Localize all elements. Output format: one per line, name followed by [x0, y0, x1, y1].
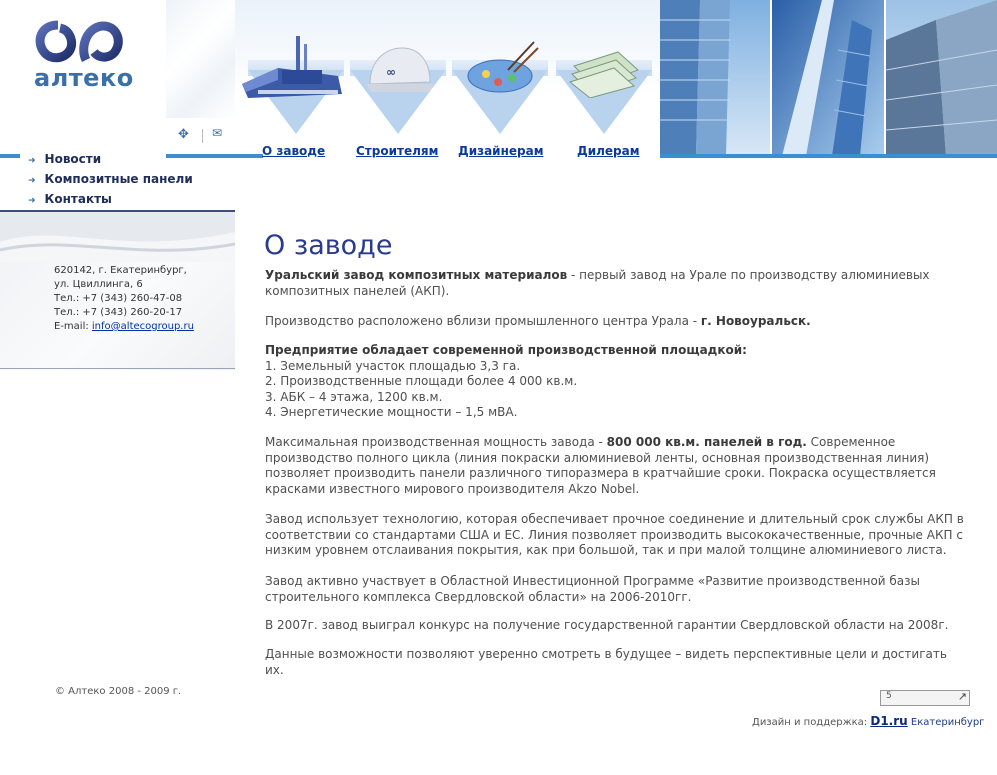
header-tools: [178, 127, 238, 147]
sidebar-item-label: Контакты: [44, 192, 112, 206]
paragraph: В 2007г. завод выиграл конкурс на получение государственной гарантии Свердловской области на 2008г.: [265, 618, 949, 632]
arrow-up-right-icon: ↗: [957, 690, 967, 703]
accent-bar: [235, 154, 263, 158]
building-photo: [660, 0, 770, 156]
list-heading: Предприятие обладает современной производственной площадкой:: [265, 343, 747, 357]
design-credit: [752, 714, 984, 728]
credit-text: Дизайн и поддержка:: [752, 717, 871, 728]
tool-separator: [202, 129, 203, 143]
wave-decor: [0, 212, 235, 262]
arrow-right-icon: ➜: [28, 196, 36, 206]
paragraph: Данные возможности позволяют уверенно смотреть в будущее – видеть перспективные цели и достигать их.: [265, 647, 947, 677]
paragraph: [265, 268, 965, 299]
address-line: 620142, г. Екатеринбург,: [54, 265, 187, 276]
helmet-icon[interactable]: [364, 44, 436, 96]
paragraph-text: Современное производство полного цикла (линия покраски алюминиевой ленты, основная производственная линия) позволяет производить панели различного типоразмера в кратчайшие сроки. Покраска осуществляется красками известного мирового производителя Akzo Nobel.: [265, 435, 936, 496]
arrow-right-icon: ➜: [28, 176, 36, 186]
phone-line: Тел.: +7 (343) 260-47-08: [54, 293, 183, 304]
email-link[interactable]: info@altecogroup.ru: [91, 321, 194, 332]
visit-counter[interactable]: [880, 690, 970, 706]
sidebar-item-composite-panels[interactable]: [28, 172, 193, 186]
sidebar-item-label: Новости: [44, 152, 102, 166]
nav-link-designers[interactable]: Дизайнерам: [458, 144, 544, 158]
accent-bar: [166, 154, 235, 158]
accent-bar: [0, 154, 20, 158]
facility-list: [265, 343, 965, 421]
counter-value: 5: [886, 691, 892, 701]
sidebar-item-contacts[interactable]: [28, 192, 112, 206]
email-label: E-mail:: [54, 321, 92, 332]
list-item: 4. Энергетические мощности – 1,5 мВА.: [265, 405, 518, 419]
nav-link-builders[interactable]: Строителям: [356, 144, 439, 158]
money-icon[interactable]: [568, 46, 644, 98]
paragraph: [265, 435, 965, 497]
divider: [0, 368, 235, 369]
paragraph-bold: 800 000 кв.м. панелей в год.: [606, 435, 807, 449]
sidebar-item-label: Композитные панели: [44, 172, 193, 186]
brand-name: алтеко: [34, 64, 134, 92]
paragraph: Завод использует технологию, которая обеспечивает прочное соединение и длительный срок службы АКП в соответствии со стандартами США и ЕС. Линия позволяет производить высококачественные, прочные АКП с низким уровнем отслаивания покрытия, как при большой, так и при малой толщине алюминиевого листа.: [265, 512, 964, 557]
list-item: 2. Производственные площади более 4 000 кв.м.: [265, 374, 578, 388]
phone-line: Тел.: +7 (343) 260-20-17: [54, 307, 183, 318]
credit-link[interactable]: D1.ru: [870, 714, 908, 728]
page-title: О заводе: [264, 230, 393, 261]
building-photo: [886, 0, 997, 156]
paragraph-bold: Уральский завод композитных материалов: [265, 268, 568, 282]
accent-bar: [660, 154, 997, 158]
svg-text:∞: ∞: [386, 65, 396, 79]
mail-icon[interactable]: ✉: [212, 126, 223, 140]
sitemap-icon[interactable]: ✥: [178, 127, 189, 142]
building-photo: [772, 0, 884, 156]
paragraph-text: Максимальная производственная мощность завода -: [265, 435, 607, 449]
credit-city: Екатеринбург: [907, 717, 985, 728]
copyright: © Алтеко 2008 - 2009 г.: [55, 686, 182, 697]
address-line: ул. Цвиллинга, 6: [54, 279, 143, 290]
paragraph-bold: г. Новоуральск.: [700, 314, 811, 328]
email-line: [54, 321, 194, 332]
header-decor: [166, 0, 235, 118]
paragraph: [265, 314, 965, 330]
palette-icon[interactable]: [464, 40, 540, 96]
nav-link-dealers[interactable]: Дилерам: [577, 144, 640, 158]
list-item: 1. Земельный участок площадью 3,3 га.: [265, 358, 521, 373]
paragraph-text: - первый завод на Урале по производству алюминиевых композитных панелей (АКП).: [265, 268, 930, 298]
factory-icon[interactable]: [238, 32, 348, 102]
arrow-right-icon: ➜: [28, 156, 36, 166]
nav-link-about[interactable]: О заводе: [262, 144, 326, 158]
list-item: 3. АБК – 4 этажа, 1200 кв.м.: [265, 389, 443, 404]
paragraph-text: Производство расположено вблизи промышленного центра Урала -: [265, 314, 701, 328]
paragraph: Завод активно участвует в Областной Инвестиционной Программе «Развитие производственной базы строительного комплекса Свердловской области» на 2006-2010гг.: [265, 574, 921, 604]
sidebar-item-news[interactable]: [28, 152, 101, 166]
